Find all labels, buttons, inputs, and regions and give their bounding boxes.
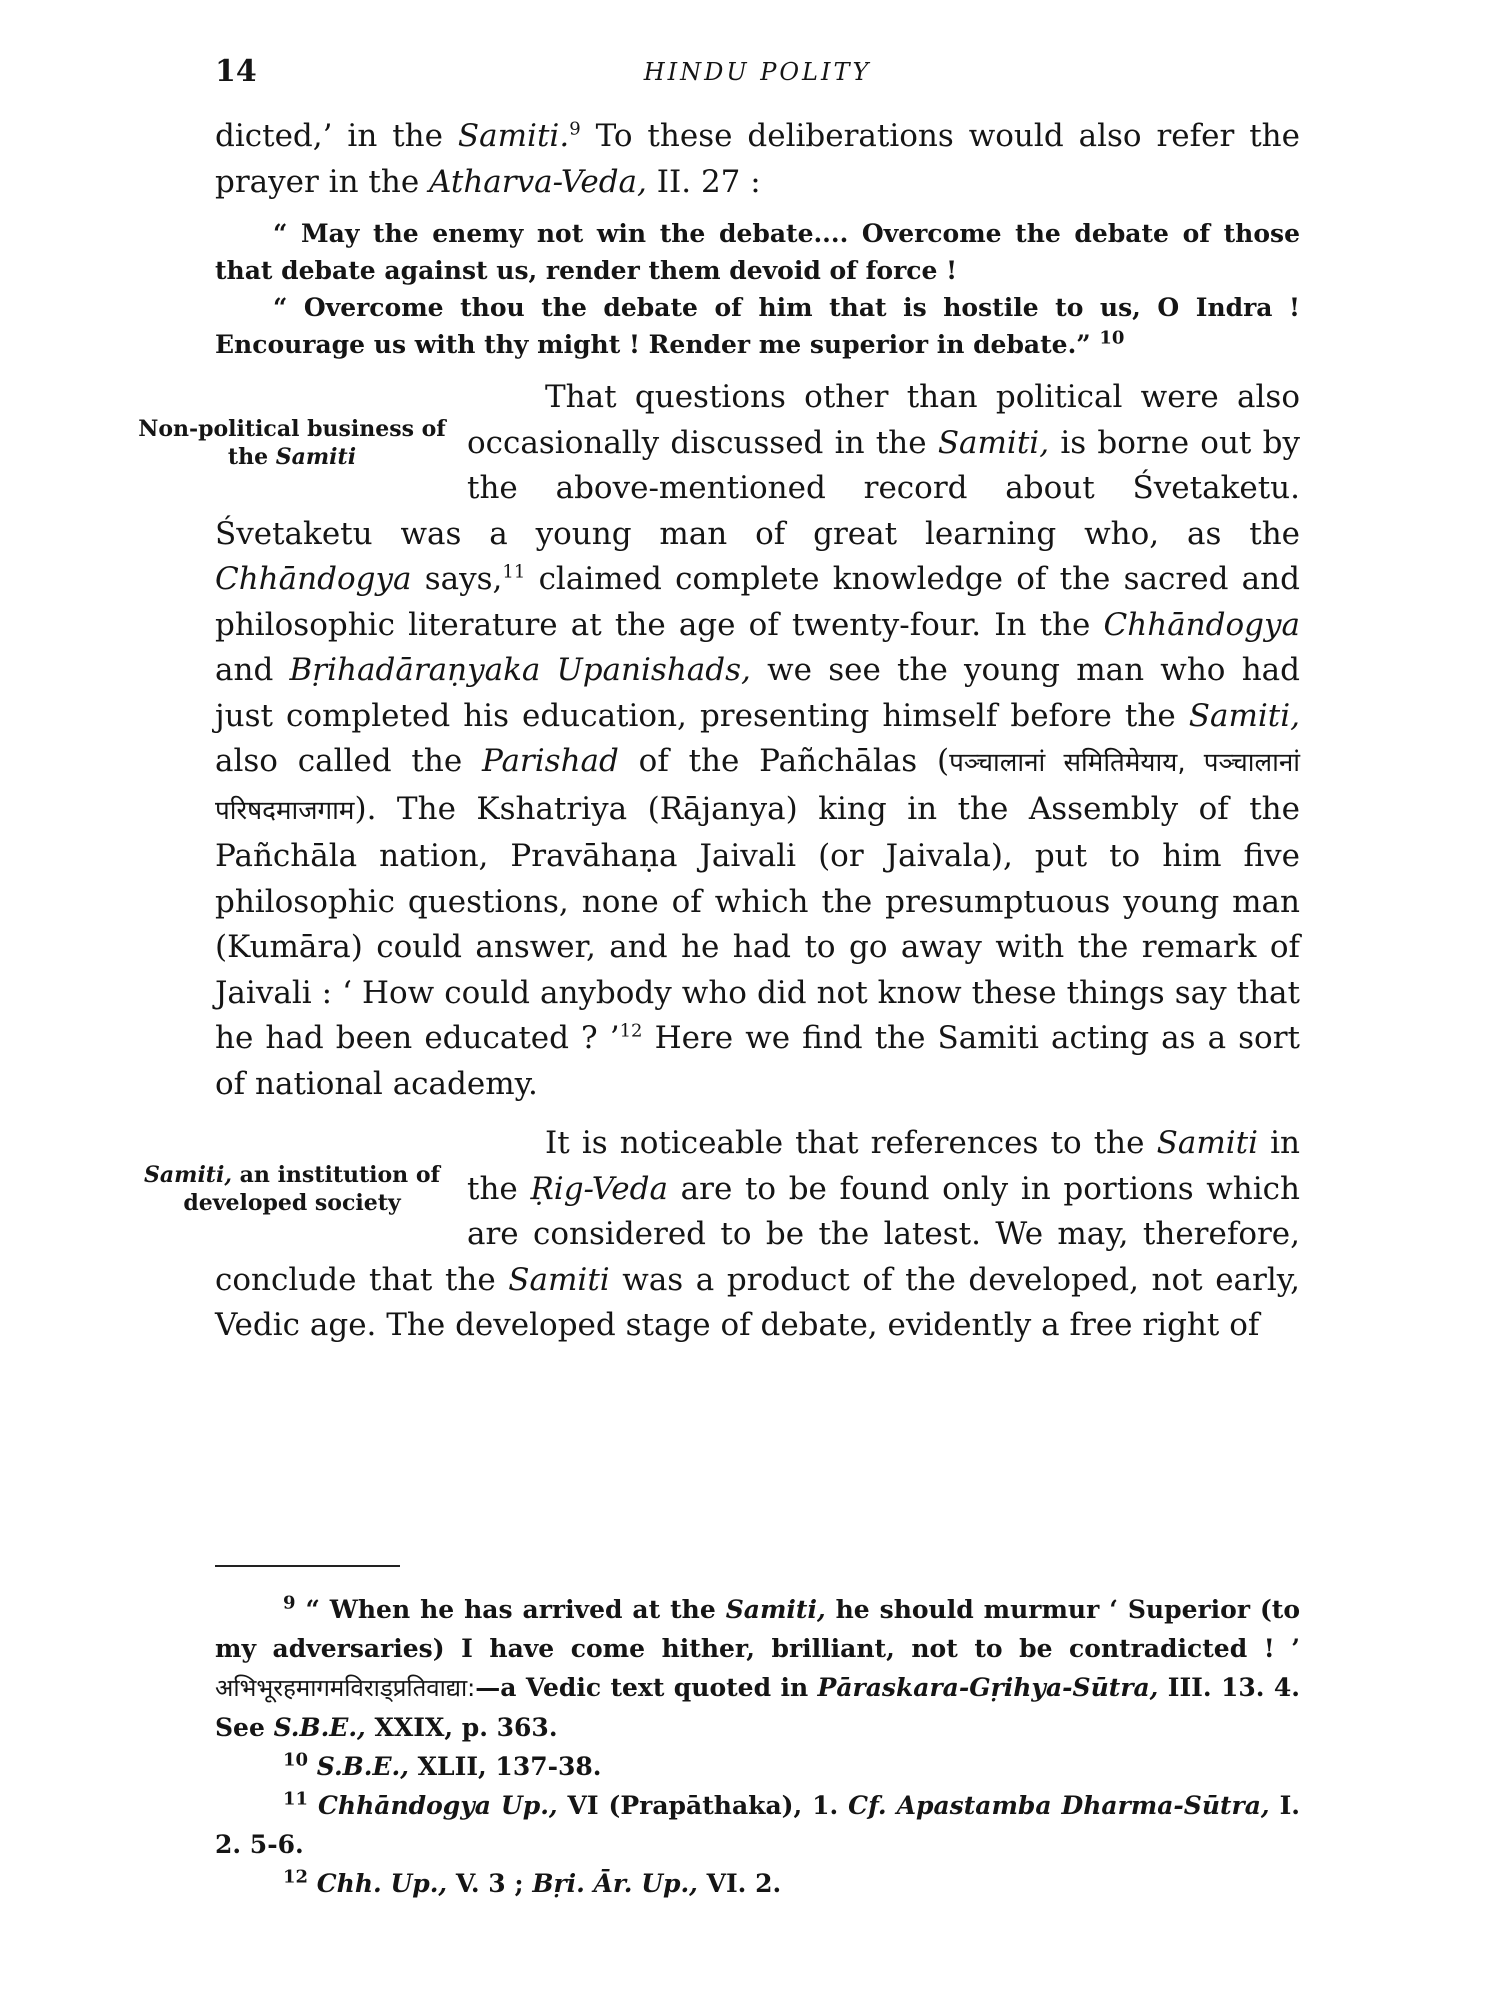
footnote-divider xyxy=(215,1565,400,1567)
paragraph-1: dicted,’ in the Samiti.$^9$ To these deliberations would also refer the prayer in the Atharva-Veda, II. 27 : xyxy=(215,118,1300,200)
footnote-ref-12: 12 xyxy=(619,1020,643,1042)
page-header xyxy=(215,54,1300,98)
paragraph-2-block xyxy=(138,375,1300,1107)
footnote-ref-11: 11 xyxy=(502,561,526,583)
footnote-ref-10: 10 xyxy=(1099,327,1125,349)
block-quote xyxy=(215,215,1300,363)
paragraph-2: Non-political business of the Samiti That questions other than political were also occasionally discussed in the Samiti, is borne out by the above-mentioned record about Śvetaketu. Śvetaketu was a young man of great learning who, as the Chhāndogya says,$^{11}$ claimed complete knowledge of the sacred and philosophic literature at the age of twenty-four. In the Chhāndogya and Bṛihadāraṇyaka Upanishads, we see the young man who had just completed his education, presenting himself before the Samiti, also called the Parishad of the Pañchālas (पञ्चालानां समितिमेयाय, पञ्चालानां परिषदमाजगाम). The Kshatriya (Rājanya) king in the Assembly of the Pañchāla nation, Pravāhaṇa Jaivali (or Jaivala), put to him five philosophic questions, none of which the presumptuous young man (Kumāra) could answer, and he had to go away with the remark of Jaivali : ‘ How could anybody who did not know these things say that he had been educated ? ’$^{12}$ Here we find the Samiti acting as a sort of national academy. xyxy=(138,379,1300,1102)
sidenote-samiti-institution: Samiti, an institution of developed society xyxy=(144,1162,440,1216)
footnote-ref-9: 9 xyxy=(569,118,581,140)
footnote-11: $^{11}$ Chhāndogya Up., VI (Prapāthaka), 1. Cf. Apastamba Dharma-Sūtra, I. 2. 5-6. xyxy=(215,1788,1300,1859)
quote-line-2: “ Overcome thou the debate of him that is hostile to us, O Indra ! Encourage us with thy might ! Render me superior in debate.” $^{10}$ xyxy=(215,293,1300,359)
running-title: HINDU POLITY xyxy=(643,58,872,86)
page-number: 14 xyxy=(215,54,257,89)
devanagari-footnote: अभिभूरहमागमविराड्प्रतिवाद्या: xyxy=(215,1674,476,1702)
footnote-9: $^9$ “ When he has arrived at the Samiti, he should murmur ‘ Superior (to my adversaries) I have come hither, brilliant, not to be contradicted ! ’ अभिभूरहमागमविराड्प्रतिवाद्या:—a Vedic text quoted in Pāraskara-Gṛihya-Sūtra, III. 13. 4. See S.B.E., XXIX, p. 363. xyxy=(215,1592,1300,1742)
footnotes xyxy=(215,1590,1300,1903)
devanagari-quote: पञ्चालानां समितिमेयाय, पञ्चालानां परिषदमाजगाम xyxy=(215,748,1300,826)
footnote-10: $^{10}$ S.B.E., XLII, 137-38. xyxy=(283,1749,602,1781)
paragraph-3: Samiti, an institution of developed society It is noticeable that references to the Samiti in the Ṛig-Veda are to be found only in portions which are considered to be the latest. We may, therefore, conclude that the Samiti was a product of the developed, not early, Vedic age. The developed stage of debate, evidently a free right of xyxy=(215,1121,1300,1349)
quote-line-1: “ May the enemy not win the debate.... Overcome the debate of those that debate against us, render them devoid of force ! xyxy=(215,219,1300,285)
main-text xyxy=(138,114,1301,1349)
sidenote-non-political: Non-political business of the Samiti xyxy=(138,416,446,470)
footnote-12: $^{12}$ Chh. Up., V. 3 ; Bṛi. Ār. Up., VI. 2. xyxy=(283,1866,782,1898)
